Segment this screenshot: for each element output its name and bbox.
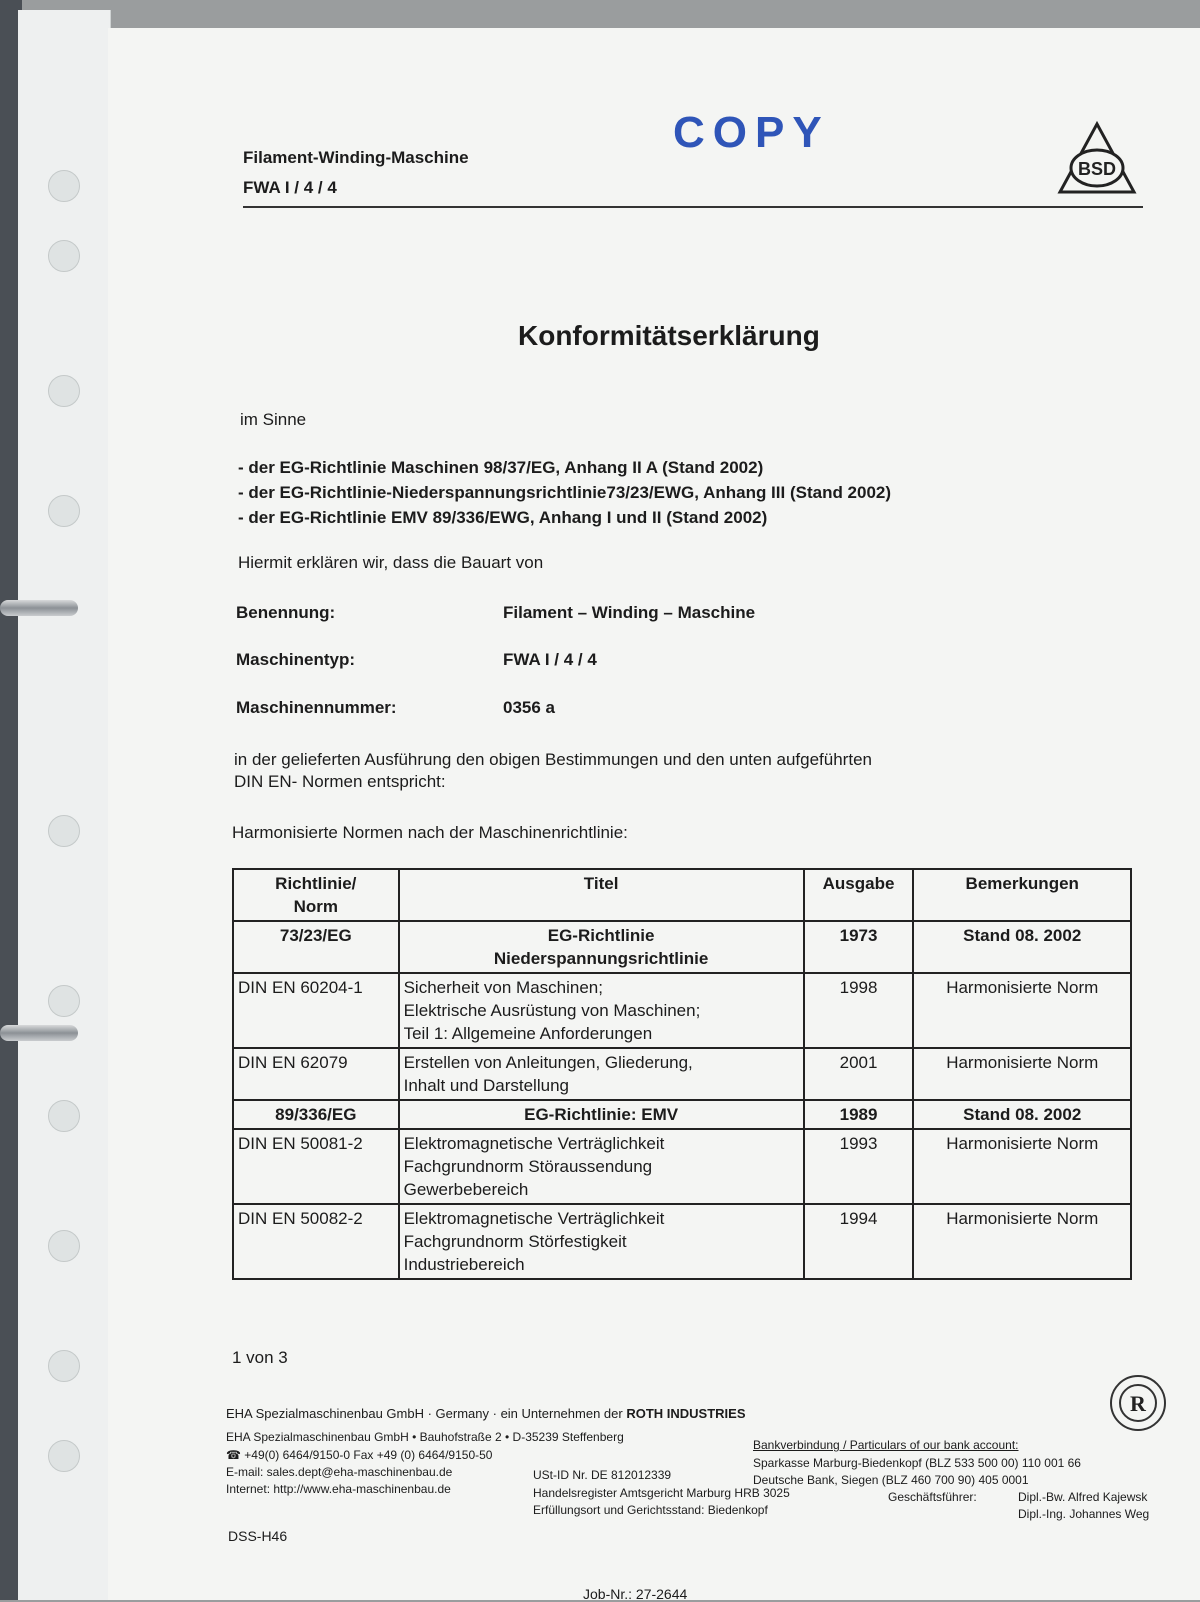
- remark-cell: Harmonisierte Norm: [913, 1204, 1131, 1279]
- punch-hole: [48, 1440, 80, 1472]
- footer-doc-code: DSS-H46: [228, 1528, 288, 1544]
- year-cell: 2001: [804, 1048, 914, 1100]
- title-cell: EG-Richtlinie Niederspannungsrichtlinie: [399, 921, 804, 973]
- footer-register: Handelsregister Amtsgericht Marburg HRB 3025: [533, 1486, 790, 1500]
- punch-hole: [48, 375, 80, 407]
- field-label-maschinentyp: Maschinentyp:: [236, 650, 356, 669]
- table-header-title: Titel: [399, 869, 804, 921]
- footer-address: EHA Spezialmaschinenbau GmbH • Bauhofstraße 2 • D-35239 Steffenberg: [226, 1430, 624, 1444]
- footer-roth: ROTH INDUSTRIES: [626, 1406, 746, 1421]
- quality-seal-icon: [1108, 1373, 1168, 1433]
- binder-ring: [0, 600, 78, 616]
- table-row: [233, 1129, 1131, 1204]
- year-cell: 1998: [804, 973, 914, 1048]
- directive-2: - der EG-Richtlinie-Niederspannungsrichtlinie73/23/EWG, Anhang III (Stand 2002): [238, 483, 892, 502]
- punch-hole: [48, 815, 80, 847]
- page-number: 1 von 3: [232, 1348, 288, 1367]
- norm-cell: 73/23/EG: [233, 921, 399, 973]
- title-cell: Elektromagnetische Verträglichkeit Fachgrundnorm Störfestigkeit Industriebereich: [399, 1204, 804, 1279]
- directive-1: - der EG-Richtlinie Maschinen 98/37/EG, Anhang II A (Stand 2002): [238, 458, 764, 477]
- remark-cell: Stand 08. 2002: [913, 921, 1131, 973]
- table-row: [233, 973, 1131, 1048]
- norm-cell: DIN EN 50082-2: [233, 1204, 399, 1279]
- footer-ust: USt-ID Nr. DE 812012339: [533, 1468, 672, 1482]
- quality-seal-letter: R: [1130, 1391, 1146, 1416]
- intro-text: im Sinne: [240, 410, 307, 429]
- norms-intro: Harmonisierte Normen nach der Maschinenrichtlinie:: [232, 823, 628, 842]
- footer-email: E-mail: sales.dept@eha-maschinenbau.de: [226, 1465, 453, 1479]
- footer-job-number: Job-Nr.: 27-2644: [583, 1586, 688, 1602]
- norms-table: [232, 868, 1132, 1280]
- year-cell: 1973: [804, 921, 914, 973]
- title-cell: Sicherheit von Maschinen; Elektrische Ausrüstung von Maschinen; Teil 1: Allgemeine Anforderungen: [399, 973, 804, 1048]
- table-header-year: Ausgabe: [804, 869, 914, 921]
- remark-cell: Harmonisierte Norm: [913, 1129, 1131, 1204]
- document-page: [108, 28, 1200, 1600]
- punch-hole: [48, 1350, 80, 1382]
- table-header-row: [233, 869, 1131, 921]
- header-title: Filament-Winding-Maschine: [243, 148, 469, 167]
- field-value-maschinentyp: FWA I / 4 / 4: [503, 650, 597, 669]
- field-value-maschinennummer: 0356 a: [503, 698, 555, 717]
- footer-bank-1: Sparkasse Marburg-Biedenkopf (BLZ 533 500 00) 110 001 66: [753, 1456, 1081, 1470]
- table-row: [233, 921, 1131, 973]
- table-row: [233, 1100, 1131, 1129]
- remark-cell: Harmonisierte Norm: [913, 1048, 1131, 1100]
- punch-hole: [48, 170, 80, 202]
- year-cell: 1994: [804, 1204, 914, 1279]
- footer-court: Erfüllungsort und Gerichtsstand: Biedenkopf: [533, 1503, 768, 1517]
- title-cell: Erstellen von Anleitungen, Gliederung, Inhalt und Darstellung: [399, 1048, 804, 1100]
- footer-bank-2: Deutsche Bank, Siegen (BLZ 460 700 90) 405 0001: [753, 1473, 1029, 1487]
- footer-phone: ☎ +49(0) 6464/9150-0 Fax +49 (0) 6464/9150-50: [226, 1448, 493, 1462]
- footer-bank-heading: Bankverbindung / Particulars of our bank account:: [753, 1438, 1019, 1452]
- footer-company-group: · Germany · ein Unternehmen der: [424, 1406, 627, 1421]
- table-row: [233, 1204, 1131, 1279]
- punch-hole: [48, 495, 80, 527]
- punch-hole: [48, 1230, 80, 1262]
- table-row: [233, 1048, 1131, 1100]
- table-header-remark: Bemerkungen: [913, 869, 1131, 921]
- table-header-norm: Richtlinie/ Norm: [233, 869, 399, 921]
- title-cell: Elektromagnetische Verträglichkeit Fachgrundnorm Störaussendung Gewerbebereich: [399, 1129, 804, 1204]
- norm-cell: 89/336/EG: [233, 1100, 399, 1129]
- norm-cell: DIN EN 60204-1: [233, 973, 399, 1048]
- binder-ring: [0, 1025, 78, 1041]
- footer-gf-label: Geschäftsführer:: [888, 1490, 977, 1504]
- sheet-protector-strip: [18, 10, 111, 1600]
- header-rule: [243, 206, 1143, 208]
- header-subtitle: FWA I / 4 / 4: [243, 178, 337, 197]
- conformity-line-2: DIN EN- Normen entspricht:: [234, 772, 446, 791]
- copy-stamp: COPY: [673, 108, 830, 157]
- remark-cell: Harmonisierte Norm: [913, 973, 1131, 1048]
- norm-cell: DIN EN 62079: [233, 1048, 399, 1100]
- directive-3: - der EG-Richtlinie EMV 89/336/EWG, Anhang I und II (Stand 2002): [238, 508, 768, 527]
- footer-company-name: EHA Spezialmaschinenbau GmbH: [226, 1406, 424, 1421]
- conformity-line-1: in der gelieferten Ausführung den obigen Bestimmungen und den unten aufgeführten: [234, 750, 872, 769]
- footer-web: Internet: http://www.eha-maschinenbau.de: [226, 1482, 451, 1496]
- remark-cell: Stand 08. 2002: [913, 1100, 1131, 1129]
- logo-text: BSD: [1077, 159, 1117, 179]
- year-cell: 1989: [804, 1100, 914, 1129]
- field-value-benennung: Filament – Winding – Maschine: [503, 603, 756, 622]
- footer-company-line: [226, 1406, 745, 1421]
- title-cell: EG-Richtlinie: EMV: [399, 1100, 804, 1129]
- punch-hole: [48, 1100, 80, 1132]
- field-label-maschinennummer: Maschinennummer:: [236, 698, 397, 717]
- punch-hole: [48, 985, 80, 1017]
- footer-gf-1: Dipl.-Bw. Alfred Kajewsk: [1018, 1490, 1148, 1504]
- punch-hole: [48, 240, 80, 272]
- footer-gf-2: Dipl.-Ing. Johannes Weg: [1018, 1507, 1150, 1521]
- year-cell: 1993: [804, 1129, 914, 1204]
- field-label-benennung: Benennung:: [236, 603, 336, 622]
- declaration-text: Hiermit erklären wir, dass die Bauart von: [238, 553, 544, 572]
- bsd-logo-icon: [1056, 120, 1138, 196]
- document-heading: Konformitätserklärung: [518, 320, 820, 351]
- norm-cell: DIN EN 50081-2: [233, 1129, 399, 1204]
